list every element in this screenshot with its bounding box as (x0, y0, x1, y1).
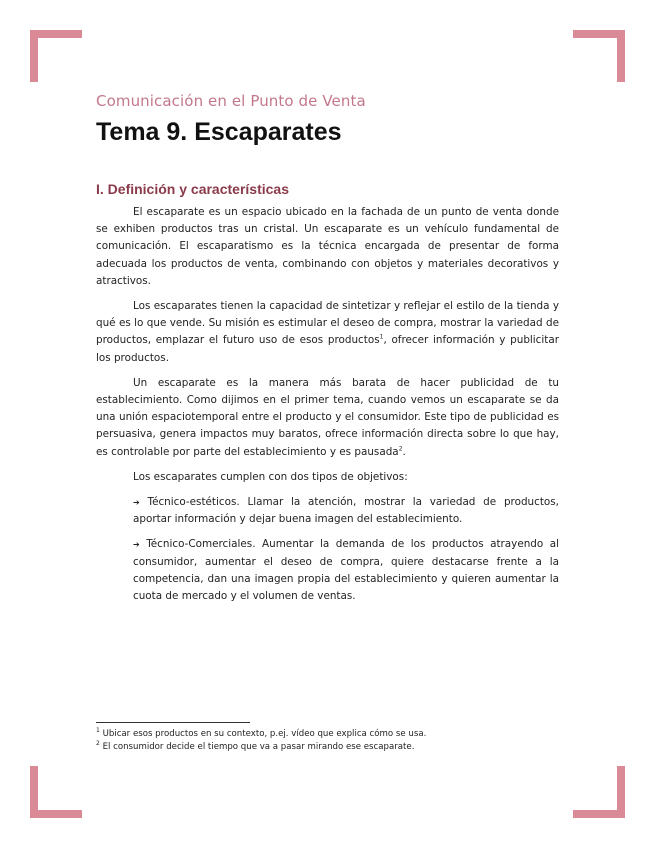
footnote-text-2: El consumidor decide el tiempo que va a pasar mirando ese escaparate. (102, 742, 415, 752)
list-item-tecnico-esteticos (96, 494, 559, 528)
corner-bracket-top-right (573, 30, 625, 82)
footnote-mark-2: 2 (96, 740, 100, 748)
footnote-divider (96, 722, 250, 723)
corner-bracket-top-left (30, 30, 82, 82)
document-subtitle: Comunicación en el Punto de Venta (96, 92, 366, 110)
page-title: Tema 9. Escaparates (96, 118, 342, 146)
paragraph-advertising-text-b: . (402, 445, 406, 458)
list-item-text: Técnico-Comerciales. Aumentar la demanda de los productos atrayendo al consumidor, aumentar el deseo de compra, quiere destacarse frente a la competencia, dan una imagen propia del establecimiento y quieren aumentar la cuota de mercado y el volumen de ventas. (133, 538, 559, 603)
section-heading: I. Definición y características (96, 181, 289, 197)
footnote-ref-2[interactable]: 2 (398, 445, 403, 453)
footnote-ref-1[interactable]: 1 (379, 333, 384, 341)
corner-bracket-bottom-left (30, 766, 82, 818)
paragraph-definition: El escaparate es un espacio ubicado en la fachada de un punto de venta donde se exhiben productos tras un cristal. Un escaparate es un vehículo fundamental de comunicación. El escaparatismo es la técnica encargada de presentar de forma adecuada los productos de venta, combinando con objetos y materiales decorativos y atractivos. (96, 206, 559, 287)
paragraph-capacity (96, 298, 559, 367)
list-item-text: Técnico-estéticos. Llamar la atención, mostrar la variedad de productos, aportar información y dejar buena imagen del establecimiento. (133, 496, 559, 526)
paragraph-advertising (96, 375, 559, 461)
corner-bracket-bottom-right (573, 766, 625, 818)
list-item-tecnico-comerciales (96, 536, 559, 605)
paragraph-advertising-text-a: Un escaparate es la manera más barata de hacer publicidad de tu establecimiento. Como dijimos en el primer tema, cuando vemos un escaparate se da una unión espaciotemporal entre el producto y el consumidor. Este tipo de publicidad es persuasiva, genera impactos muy baratos, ofrece información directa sobre lo que hay, es controlable por parte del establecimiento y es pausada (96, 376, 559, 458)
footnotes (96, 728, 426, 754)
footnote-text-1: Ubicar esos productos en su contexto, p.ej. vídeo que explica cómo se usa. (102, 729, 427, 739)
footnote-2 (96, 741, 426, 754)
arrow-right-icon: ➔ (133, 498, 140, 508)
paragraph-capacity-text-a: Los escaparates tienen la capacidad de sintetizar y reflejar el estilo de la tienda y qué es lo que vende. Su misión es estimular el deseo de compra, mostrar la variedad de productos, emplazar el futuro uso de esos productos (96, 300, 559, 347)
paragraph-capacity-text-b: , ofrecer información y publicitar los productos. (96, 334, 559, 364)
footnote-mark-1: 1 (96, 727, 100, 735)
arrow-right-icon: ➔ (133, 540, 140, 550)
document-body (96, 204, 559, 613)
footnote-1 (96, 728, 426, 741)
paragraph-objectives-intro: Los escaparates cumplen con dos tipos de objetivos: (133, 470, 408, 483)
